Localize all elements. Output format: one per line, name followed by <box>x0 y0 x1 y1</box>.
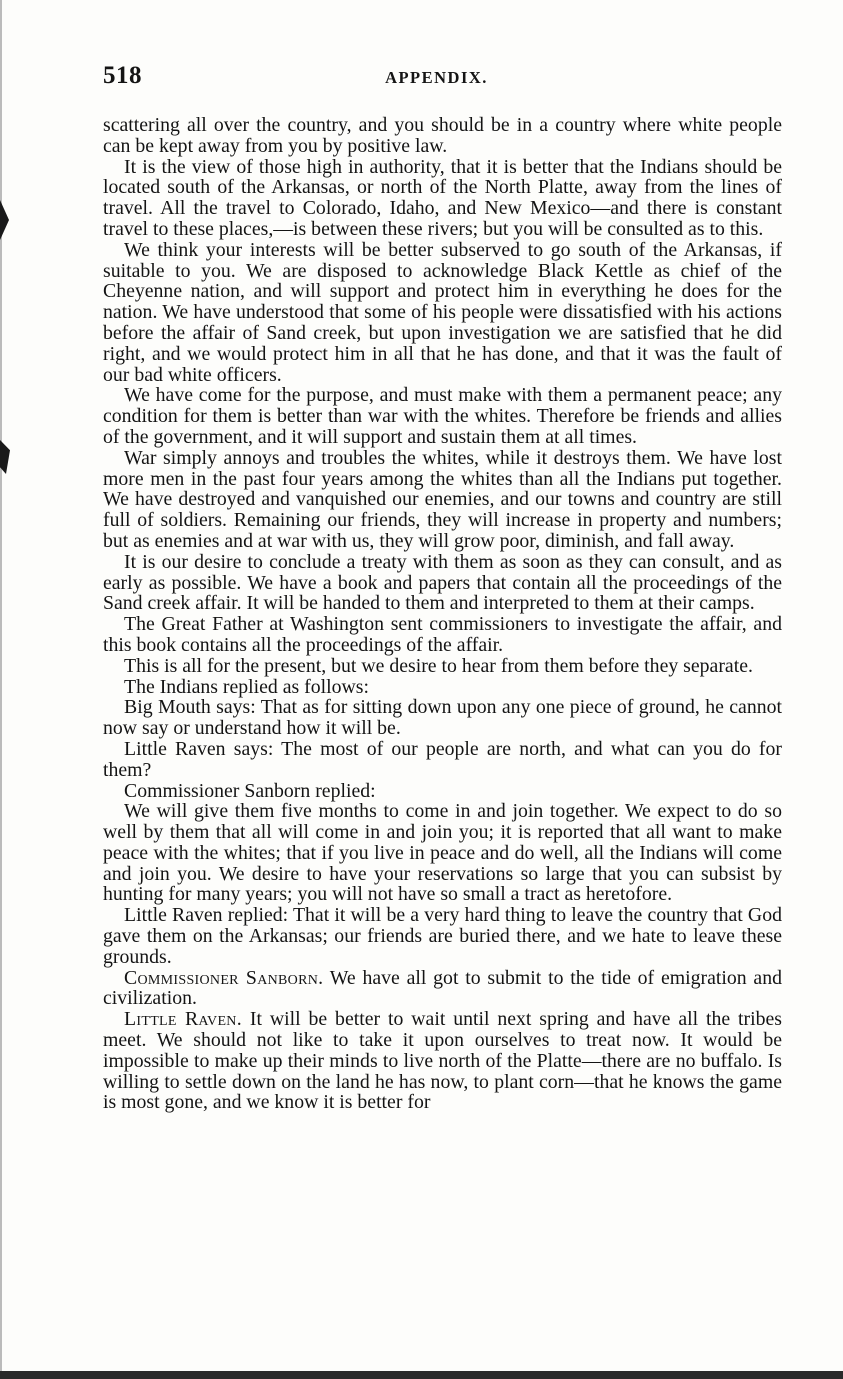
paragraph: War simply annoys and troubles the whites, while it destroys them. We have lost more men in the past four years among the whites than all the Indians put together. We have destroyed and vanquished our enemies, and our towns and country are still full of soldiers. Remaining our friends, they will increase in property and numbers; but as enemies and at war with us, they will grow poor, diminish, and fall away. <box>103 446 782 552</box>
speech-text: It will be better to wait until next spring and have all the tribes meet. We should not like to take it upon ourselves to treat now. It would be impossible to make up their minds to live north of the Platte—there are no buffalo. Is willing to settle down on the land he has now, to plant corn—that he knows the game is most gone, and we know it is better for <box>103 1008 782 1114</box>
speaker-name: Commissioner Sanborn. <box>124 966 324 989</box>
scan-bottom-edge <box>0 1371 843 1379</box>
binding-mark-middle <box>0 440 10 474</box>
page-number: 518 <box>103 62 142 89</box>
paragraph: We have come for the purpose, and must make with them a permanent peace; any condition for them is better than war with the whites. Therefore be friends and allies of the government, and it will support and sustain them at all times. <box>103 384 782 448</box>
paragraph: Big Mouth says: That as for sitting down upon any one piece of ground, he cannot now say or understand how it will be. <box>103 696 782 740</box>
running-title: APPENDIX. <box>385 68 488 87</box>
paragraph: The Indians replied as follows: <box>124 675 370 698</box>
paragraph: scattering all over the country, and you should be in a country where white people can be kept away from you by positive law. <box>103 114 782 157</box>
paragraph: It is the view of those high in authority, that it is better that the Indians should be located south of the Arkansas, or north of the North Platte, away from the lines of travel. All the travel to Colorado, Idaho, and New Mexico—and there is constant travel to these places,—is between these rivers; but you will be consulted as to this. <box>103 155 782 240</box>
paragraph: Little Raven replied: That it will be a very hard thing to leave the country that God gave them on the Arkansas; our friends are buried there, and we hate to leave these grounds. <box>103 904 782 968</box>
body-text <box>103 115 782 1113</box>
paragraph: The Great Father at Washington sent commissioners to investigate the affair, and this book contains all the proceedings of the affair. <box>103 613 782 656</box>
speaker-name: Little Raven. <box>124 1008 242 1031</box>
paragraph: We think your interests will be better subserved to go south of the Arkansas, if suitable to you. We are disposed to acknowledge Black Kettle as chief of the Cheyenne nation, and will support and protect him in everything he does for the nation. We have understood that some of his people were dissatisfied with his actions before the affair of Sand creek, but upon investigation we are satisfied that he did right, and we would protect him in all that he has done, and that it was the fault of our bad white officers. <box>103 238 782 386</box>
speech-text: We have all got to submit to the tide of emigration and civilization. <box>103 966 782 1010</box>
paragraph: Commissioner Sanborn replied: <box>124 779 376 802</box>
paragraph: We will give them five months to come in and join together. We expect to do so well by them that all will come in and join you; it is reported that all want to make peace with the whites; that if you live in peace and do well, all the Indians will come and join you. We desire to have your reservations so large that you can subsist by hunting for many years; you will not have so small a tract as heretofore. <box>103 800 782 906</box>
binding-mark-top <box>0 200 9 240</box>
paragraph: It is our desire to conclude a treaty with them as soon as they can consult, and as early as possible. We have a book and papers that contain all the proceedings of the Sand creek affair. It will be handed to them and interpreted to them at their camps. <box>103 550 782 615</box>
speech-paragraph <box>103 968 782 1010</box>
paragraph: Little Raven says: The most of our people are north, and what can you do for them? <box>103 737 782 781</box>
speech-paragraph <box>103 1009 782 1113</box>
paragraph: This is all for the present, but we desire to hear from them before they separate. <box>124 654 753 677</box>
